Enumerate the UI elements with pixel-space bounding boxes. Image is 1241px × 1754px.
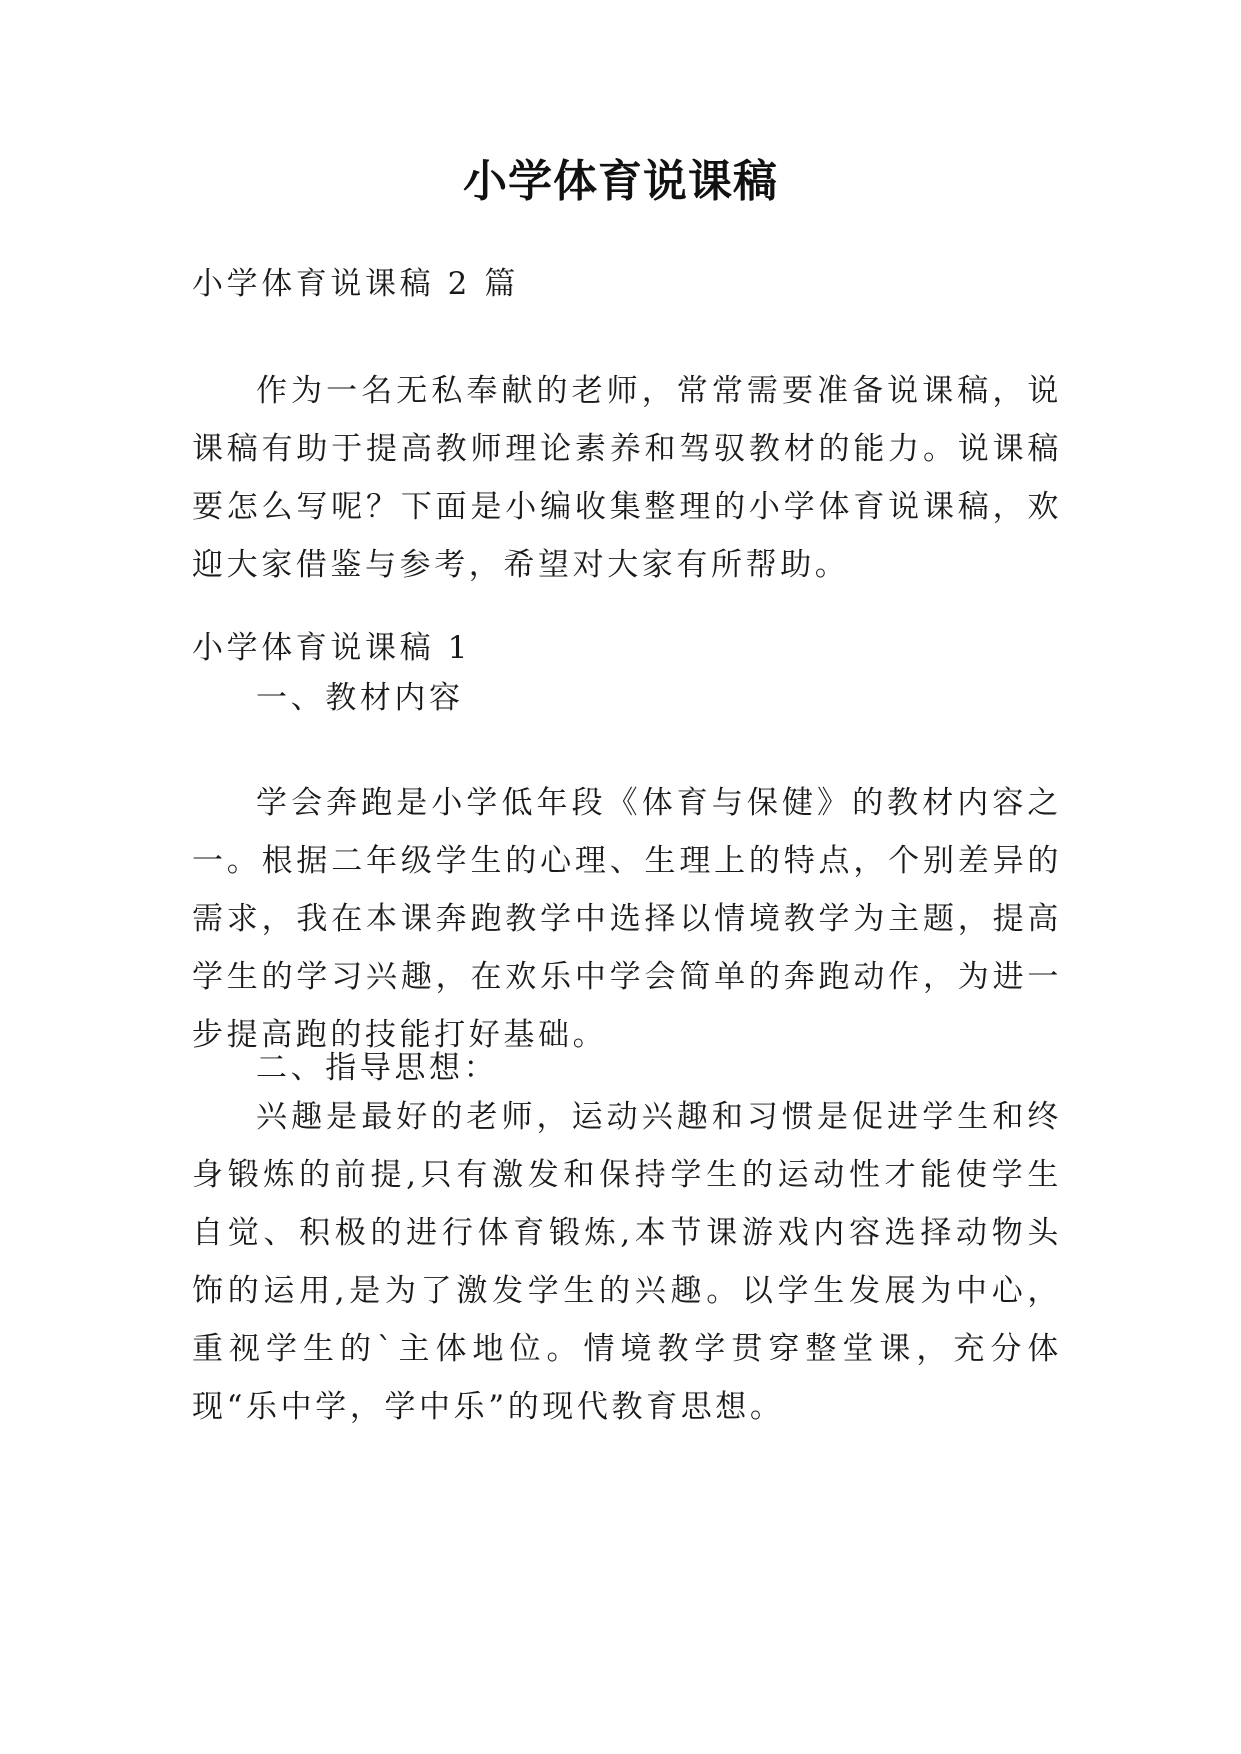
paragraph-guiding-thought: 兴趣是最好的老师，运动兴趣和习惯是促进学生和终身锻炼的前提,只有激发和保持学生的运动性才能使学生自觉、积极的进行体育锻炼,本节课游戏内容选择动物头饰的运用,是为了激发学生的兴趣。以学生发展为中心，重视学生的`主体地位。情境教学贯穿整堂课，充分体现“乐中学，学中乐”的现代教育思想。 — [192, 1099, 1062, 1425]
paragraph-teaching-material: 学会奔跑是小学低年段《体育与保健》的教材内容之一。根据二年级学生的心理、生理上的特点，个别差异的需求，我在本课奔跑教学中选择以情境教学为主题，提高学生的学习兴趣，在欢乐中学会简单的奔跑动作，为进一步提高跑的技能打好基础。 — [192, 785, 1062, 1053]
heading-guiding-thought: 二、指导思想： — [256, 1050, 499, 1086]
page-title: 小学体育说课稿 — [463, 156, 778, 207]
intro-paragraph: 作为一名无私奉献的老师，常常需要准备说课稿，说课稿有助于提高教师理论素养和驾驭教材的能力。说课稿要怎么写呢？下面是小编收集整理的小学体育说课稿，欢迎大家借鉴与参考，希望对大家有所帮助。 — [192, 373, 1062, 583]
subtitle: 小学体育说课稿 2 篇 — [192, 266, 520, 302]
heading-teaching-material: 一、教材内容 — [256, 680, 464, 716]
section-title: 小学体育说课稿 1 — [192, 630, 471, 666]
